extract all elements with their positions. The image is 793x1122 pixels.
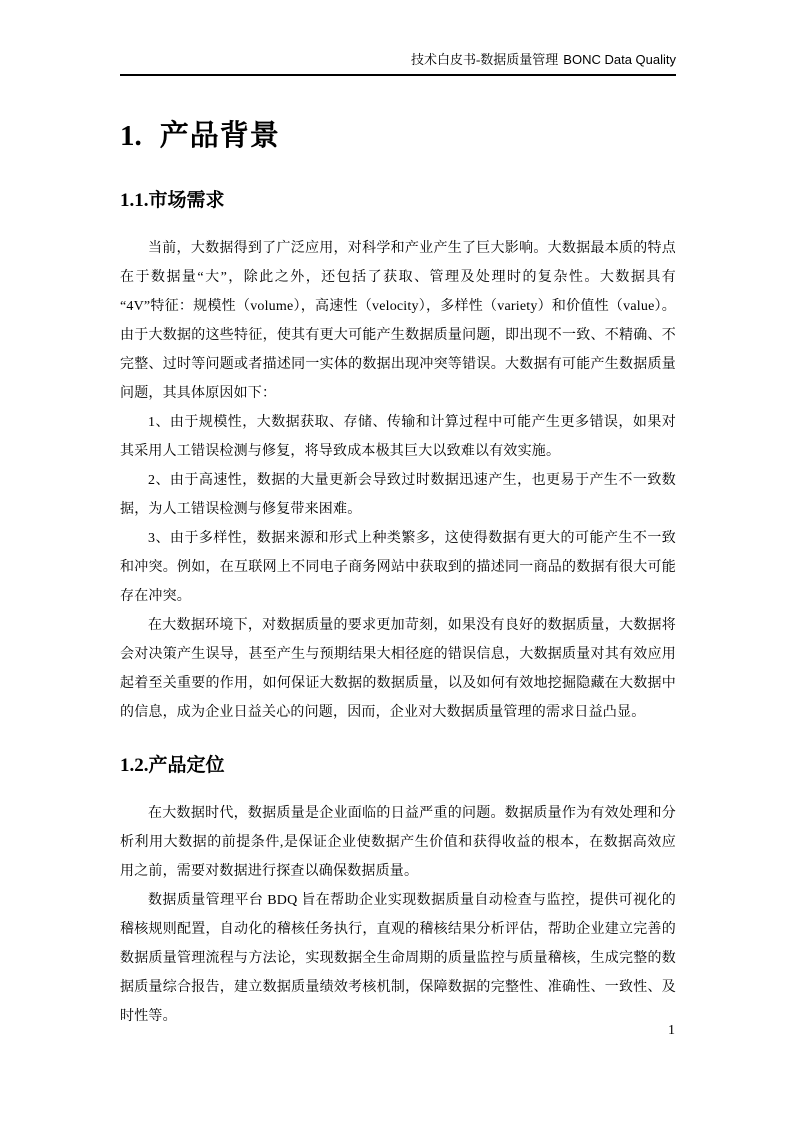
paragraph-list-item-3: 3、由于多样性，数据来源和形式上种类繁多，这使得数据有更大的可能产生不一致和冲突。例如，在互联网上不同电子商务网站中获取到的描述同一商品的数据有很大可能存在冲突。 bbox=[120, 531, 676, 604]
chapter-title-text: 产品背景 bbox=[159, 120, 280, 152]
paragraph-list-item-2: 2、由于高速性，数据的大量更新会导致过时数据迅速产生，也更易于产生不一致数据，为人工错误检测与修复带来困难。 bbox=[120, 473, 676, 517]
paragraph: 在大数据时代，数据质量是企业面临的日益严重的问题。数据质量作为有效处理和分析利用大数据的前提条件,是保证企业使数据产生价值和获得收益的根本，在数据高效应用之前，需要对数据进行探查以确保数据质量。 bbox=[120, 806, 676, 879]
section-heading-product-positioning: 1.2.产品定位 bbox=[120, 755, 225, 776]
document-content bbox=[120, 118, 676, 1031]
chapter-number: 1. bbox=[120, 120, 142, 152]
header-title-en: BONC Data Quality bbox=[563, 52, 676, 67]
paragraph: 当前，大数据得到了广泛应用，对科学和产业产生了巨大影响。大数据最本质的特点在于数据量“大”，除此之外，还包括了获取、管理及处理时的复杂性。大数据具有 “4V”特征：规模性（volume），高速性（velocity），多样性（variety）和价值性（value）。由于大数据的这些特征，使其有更大可能产生数据质量问题，即出现不一致、不精确、不完整、过时等问题或者描述同一实体的数据出现冲突等错误。大数据有可能产生数据质量问题，其具体原因如下： bbox=[120, 241, 676, 401]
paragraph-list-item-1: 1、由于规模性，大数据获取、存储、传输和计算过程中可能产生更多错误，如果对其采用人工错误检测与修复，将导致成本极其巨大以致难以有效实施。 bbox=[120, 415, 676, 459]
paragraph: 数据质量管理平台 BDQ 旨在帮助企业实现数据质量自动检查与监控，提供可视化的稽核规则配置，自动化的稽核任务执行，直观的稽核结果分析评估，帮助企业建立完善的数据质量管理流程与方法论，实现数据全生命周期的质量监控与质量稽核，生成完整的数据质量综合报告，建立数据质量绩效考核机制，保障数据的完整性、准确性、一致性、及时性等。 bbox=[120, 893, 676, 1024]
header-title-cn: 技术白皮书-数据质量管理 bbox=[410, 52, 559, 67]
chapter-title bbox=[120, 118, 676, 154]
section-heading-market-demand: 1.1.市场需求 bbox=[120, 190, 225, 211]
page-header bbox=[120, 52, 676, 76]
paragraph: 在大数据环境下，对数据质量的要求更加苛刻，如果没有良好的数据质量，大数据将会对决策产生误导，甚至产生与预期结果大相径庭的错误信息，大数据质量对其有效应用起着至关重要的作用，如何保证大数据的数据质量，以及如何有效地挖掘隐藏在大数据中的信息，成为企业日益关心的问题，因而，企业对大数据质量管理的需求日益凸显。 bbox=[120, 618, 676, 720]
page-number: 1 bbox=[668, 1023, 675, 1038]
